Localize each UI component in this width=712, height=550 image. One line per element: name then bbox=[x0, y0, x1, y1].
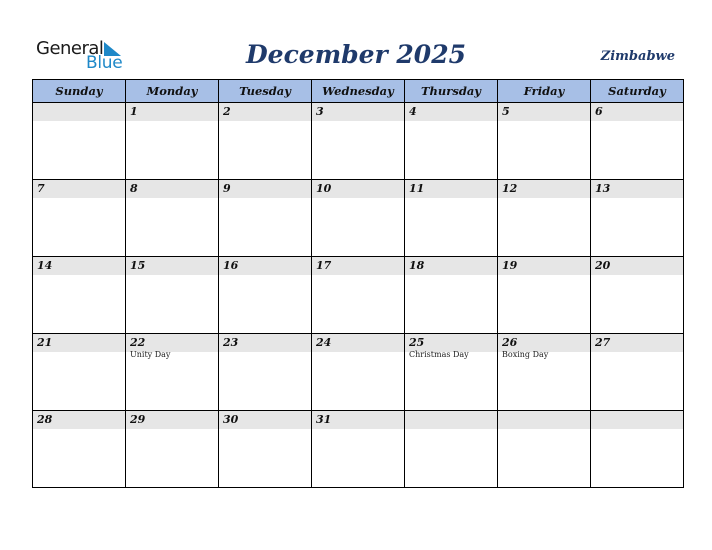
weekday-header: Tuesday bbox=[219, 80, 312, 103]
day-cell bbox=[219, 180, 312, 257]
day-cell bbox=[126, 180, 219, 257]
country-label: Zimbabwe bbox=[600, 49, 675, 64]
week-row bbox=[33, 180, 684, 257]
calendar-grid bbox=[32, 79, 684, 488]
day-cell bbox=[126, 257, 219, 334]
day-cell bbox=[312, 411, 405, 488]
day-number: 29 bbox=[126, 411, 218, 429]
week-row bbox=[33, 411, 684, 488]
day-number: 13 bbox=[591, 180, 683, 198]
day-cell bbox=[126, 411, 219, 488]
day-number: 21 bbox=[33, 334, 125, 352]
holiday-label: Unity Day bbox=[130, 350, 171, 359]
day-number: 30 bbox=[219, 411, 311, 429]
day-cell bbox=[498, 103, 591, 180]
weekday-header-row bbox=[33, 80, 684, 103]
day-number: 16 bbox=[219, 257, 311, 275]
day-number: 27 bbox=[591, 334, 683, 352]
day-cell bbox=[312, 257, 405, 334]
day-cell bbox=[312, 334, 405, 411]
day-cell bbox=[33, 411, 126, 488]
day-number: 8 bbox=[126, 180, 218, 198]
weekday-header: Sunday bbox=[33, 80, 126, 103]
week-row bbox=[33, 103, 684, 180]
day-cell bbox=[405, 180, 498, 257]
day-cell bbox=[498, 180, 591, 257]
day-cell bbox=[405, 334, 498, 411]
day-number: 14 bbox=[33, 257, 125, 275]
day-cell bbox=[498, 411, 591, 488]
day-cell bbox=[312, 103, 405, 180]
week-row bbox=[33, 334, 684, 411]
page-title: December 2025 bbox=[245, 40, 466, 69]
weekday-header: Saturday bbox=[591, 80, 684, 103]
day-number: 20 bbox=[591, 257, 683, 275]
day-number: 11 bbox=[405, 180, 497, 198]
weekday-header: Friday bbox=[498, 80, 591, 103]
weekday-header: Wednesday bbox=[312, 80, 405, 103]
holiday-label: Boxing Day bbox=[502, 350, 549, 359]
day-number: 4 bbox=[405, 103, 497, 121]
day-number: 2 bbox=[219, 103, 311, 121]
day-cell bbox=[405, 257, 498, 334]
day-cell bbox=[405, 411, 498, 488]
day-number: 10 bbox=[312, 180, 404, 198]
day-cell bbox=[591, 411, 684, 488]
weekday-header: Thursday bbox=[405, 80, 498, 103]
day-cell bbox=[126, 103, 219, 180]
day-cell bbox=[219, 334, 312, 411]
day-cell bbox=[591, 103, 684, 180]
day-number: 24 bbox=[312, 334, 404, 352]
day-number bbox=[405, 411, 497, 429]
day-cell bbox=[33, 257, 126, 334]
day-cell bbox=[33, 180, 126, 257]
day-cell bbox=[33, 334, 126, 411]
day-number: 9 bbox=[219, 180, 311, 198]
day-number: 25 bbox=[405, 334, 497, 352]
day-number: 22 bbox=[126, 334, 218, 352]
day-number: 28 bbox=[33, 411, 125, 429]
day-number: 3 bbox=[312, 103, 404, 121]
day-cell bbox=[591, 180, 684, 257]
day-cell bbox=[219, 411, 312, 488]
day-cell bbox=[312, 180, 405, 257]
day-number: 17 bbox=[312, 257, 404, 275]
day-number bbox=[591, 411, 683, 429]
day-number: 6 bbox=[591, 103, 683, 121]
day-cell bbox=[591, 257, 684, 334]
day-number: 19 bbox=[498, 257, 590, 275]
holiday-label: Christmas Day bbox=[409, 350, 469, 359]
day-cell bbox=[219, 103, 312, 180]
day-cell bbox=[591, 334, 684, 411]
day-number: 12 bbox=[498, 180, 590, 198]
day-cell bbox=[498, 334, 591, 411]
day-number: 26 bbox=[498, 334, 590, 352]
day-number: 7 bbox=[33, 180, 125, 198]
day-cell bbox=[219, 257, 312, 334]
day-number: 15 bbox=[126, 257, 218, 275]
day-cell bbox=[498, 257, 591, 334]
day-number: 5 bbox=[498, 103, 590, 121]
logo-word-general: General bbox=[36, 38, 104, 59]
day-number bbox=[498, 411, 590, 429]
day-number: 18 bbox=[405, 257, 497, 275]
day-number: 1 bbox=[126, 103, 218, 121]
week-row bbox=[33, 257, 684, 334]
weekday-header: Monday bbox=[126, 80, 219, 103]
day-cell bbox=[126, 334, 219, 411]
day-cell bbox=[405, 103, 498, 180]
day-number: 23 bbox=[219, 334, 311, 352]
day-number bbox=[33, 103, 125, 121]
logo-word-blue: Blue bbox=[86, 53, 123, 73]
day-number: 31 bbox=[312, 411, 404, 429]
day-cell bbox=[33, 103, 126, 180]
